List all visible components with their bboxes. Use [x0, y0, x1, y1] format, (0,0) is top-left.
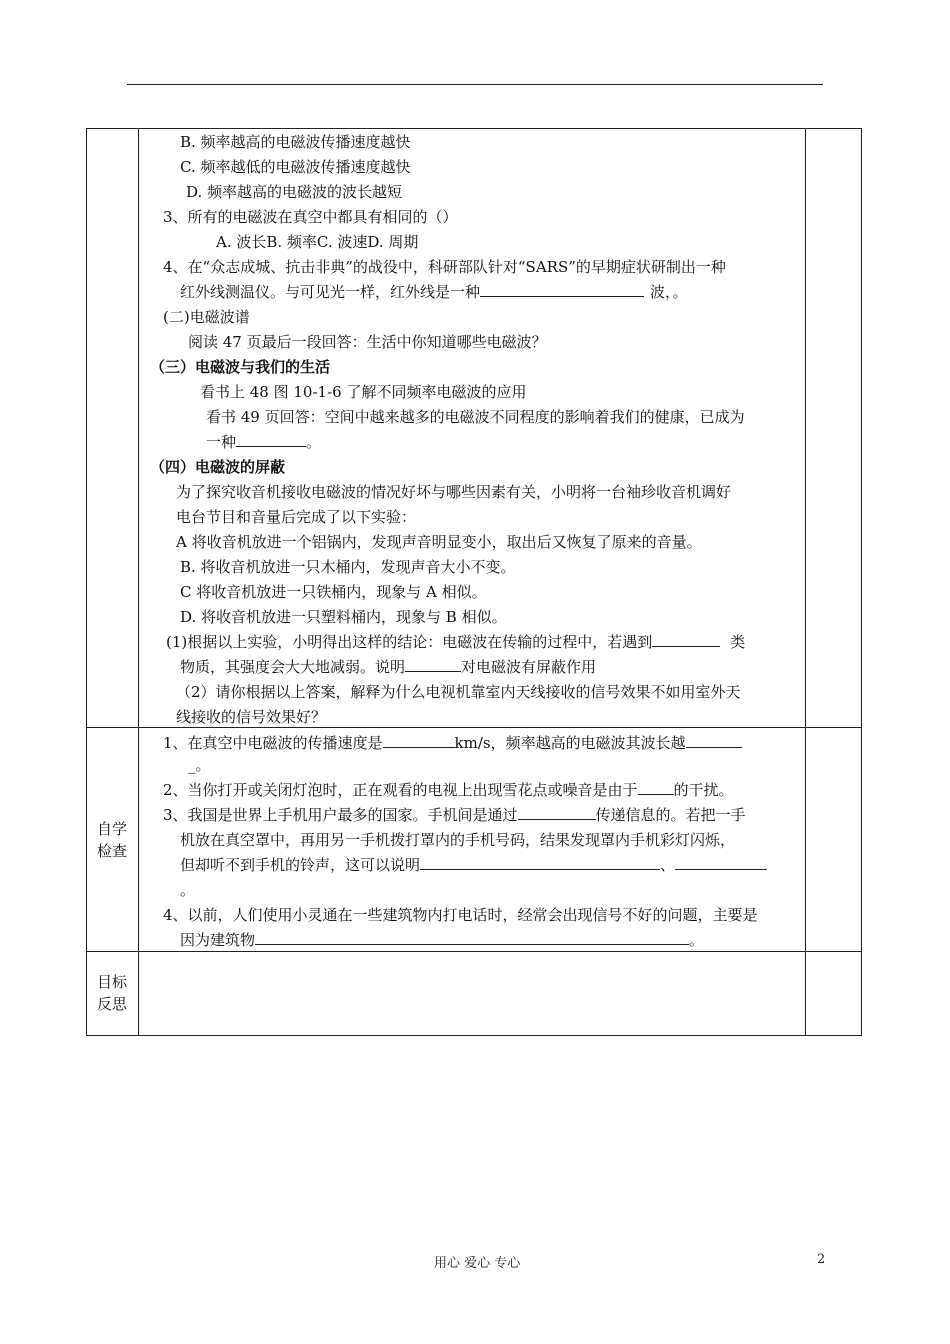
- check-1-line1: [163, 733, 742, 753]
- life-line2: 看书 49 页回答：空间中越来越多的电磁波不同程度的影响着我们的健康，已成为: [206, 408, 745, 426]
- conclusion-line2-tail: 对电磁波有屏蔽作用: [461, 658, 597, 676]
- self-check-label-line1: 自学: [96, 820, 127, 838]
- check-3-text: 3、我国是世界上手机用户最多的国家。手机间是通过: [163, 806, 518, 824]
- check-1-line2: _。: [188, 756, 211, 774]
- answer-blank[interactable]: [480, 282, 644, 297]
- answer-blank[interactable]: [236, 432, 306, 447]
- answer-blank[interactable]: [686, 733, 742, 748]
- page-number: 2: [817, 1252, 826, 1267]
- check-3-line3-text: 但却听不到手机的铃声，这可以说明: [180, 856, 421, 874]
- life-line3-tail: 。: [306, 433, 322, 451]
- answer-blank[interactable]: [652, 632, 720, 647]
- check-3-line2: 机放在真空罩中，再用另一手机拨打罩内的手机号码，结果发现罩内手机彩灯闪烁，: [180, 831, 736, 849]
- self-check-label-line2: 检查: [96, 842, 127, 860]
- check-3-mid: 传递信息的。若把一手: [595, 806, 746, 824]
- answer-blank[interactable]: [420, 855, 660, 870]
- notes-column-divider: [805, 129, 806, 1035]
- question-4-tail: 波，。: [650, 283, 688, 301]
- check-4-line2: [180, 930, 704, 950]
- heading-life: （三）电磁波与我们的生活: [150, 358, 331, 376]
- footer-motto: 用心 爱心 专心: [434, 1256, 521, 1271]
- self-check-label: [86, 818, 138, 862]
- answer-blank[interactable]: [383, 733, 455, 748]
- check-3-line3: [180, 855, 767, 875]
- check-3-line1: [163, 805, 746, 825]
- heading-shielding: （四）电磁波的屏蔽: [150, 458, 286, 476]
- conclusion-line2: [180, 657, 596, 677]
- check-3-sep: 、: [660, 856, 676, 874]
- answer-blank[interactable]: [638, 780, 674, 795]
- check-4-line1: 4、以前，人们使用小灵通在一些建筑物内打电话时，经常会出现信号不好的问题，主要是: [163, 906, 758, 924]
- question-2-line2: 线接收的信号效果好？: [176, 708, 327, 726]
- row-divider-self-check: [87, 727, 861, 728]
- experiment-b: B. 将收音机放进一只木桶内，发现声音大小不变。: [180, 558, 516, 576]
- conclusion-line1: [166, 632, 745, 652]
- heading-spectrum: (二)电磁波谱: [163, 308, 250, 326]
- question-2-line1: （2）请你根据以上答案，解释为什么电视机靠室内天线接收的信号效果不如用室外天: [176, 683, 741, 701]
- check-4-tail: 。: [689, 931, 705, 949]
- answer-blank[interactable]: [518, 805, 596, 820]
- option-d: D. 频率越高的电磁波的波长越短: [186, 183, 403, 201]
- question-4-line2: [180, 282, 688, 302]
- reflection-label: [86, 971, 138, 1015]
- question-4-text: 红外线测温仪。与可见光一样，红外线是一种: [180, 283, 481, 301]
- header-rule: [127, 84, 823, 85]
- reflection-label-line1: 目标: [96, 973, 127, 991]
- check-4-text: 因为建筑物: [180, 931, 256, 949]
- experiment-d: D. 将收音机放进一只塑料桶内，现象与 B 相似。: [180, 608, 507, 626]
- answer-blank[interactable]: [255, 930, 689, 945]
- check-2: [163, 780, 734, 800]
- check-1-mid: km/s，频率越高的电磁波其波长越: [454, 734, 686, 752]
- question-3: 3、所有的电磁波在真空中都具有相同的（）: [163, 208, 458, 226]
- experiment-c: C 将收音机放进一只铁桶内，现象与 A 相似。: [180, 583, 487, 601]
- conclusion-tail: 类: [730, 633, 746, 651]
- check-1-text: 1、在真空中电磁波的传播速度是: [163, 734, 383, 752]
- reflection-input-area[interactable]: [139, 952, 805, 1034]
- conclusion-text: (1)根据以上实验，小明得出这样的结论：电磁波在传输的过程中，若遇到: [166, 633, 653, 651]
- question-4-line1: 4、在“众志成城、抗击非典”的战役中，科研部队针对“SARS”的早期症状研制出一种: [163, 258, 726, 276]
- reflection-label-line2: 反思: [96, 995, 127, 1013]
- option-b: B. 频率越高的电磁波传播速度越快: [180, 133, 411, 151]
- conclusion-line2-text: 物质，其强度会大大地减弱。说明: [180, 658, 406, 676]
- life-line3-text: 一种: [206, 433, 237, 451]
- experiment-a: A 将收音机放进一个铝锅内，发现声音明显变小，取出后又恢复了原来的音量。: [176, 533, 702, 551]
- check-2-text: 2、当你打开或关闭灯泡时，正在观看的电视上出现雪花点或噪音是由于: [163, 781, 638, 799]
- check-2-tail: 的干扰。: [673, 781, 734, 799]
- label-column-divider: [138, 129, 139, 1035]
- shielding-intro-line1: 为了探究收音机接收电磁波的情况好坏与哪些因素有关，小明将一台袖珍收音机调好: [176, 483, 732, 501]
- answer-blank[interactable]: [675, 855, 767, 870]
- check-3-line4: 。: [180, 881, 196, 899]
- life-line3: [206, 432, 321, 452]
- shielding-intro-line2: 电台节目和音量后完成了以下实验：: [176, 508, 417, 526]
- answer-blank[interactable]: [405, 657, 461, 672]
- option-c: C. 频率越低的电磁波传播速度越快: [180, 158, 411, 176]
- question-3-options: A. 波长B. 频率C. 波速D. 周期: [216, 233, 419, 251]
- life-line1: 看书上 48 图 10-1-6 了解不同频率电磁波的应用: [200, 383, 527, 401]
- spectrum-question: 阅读 47 页最后一段回答：生活中你知道哪些电磁波？: [188, 333, 547, 351]
